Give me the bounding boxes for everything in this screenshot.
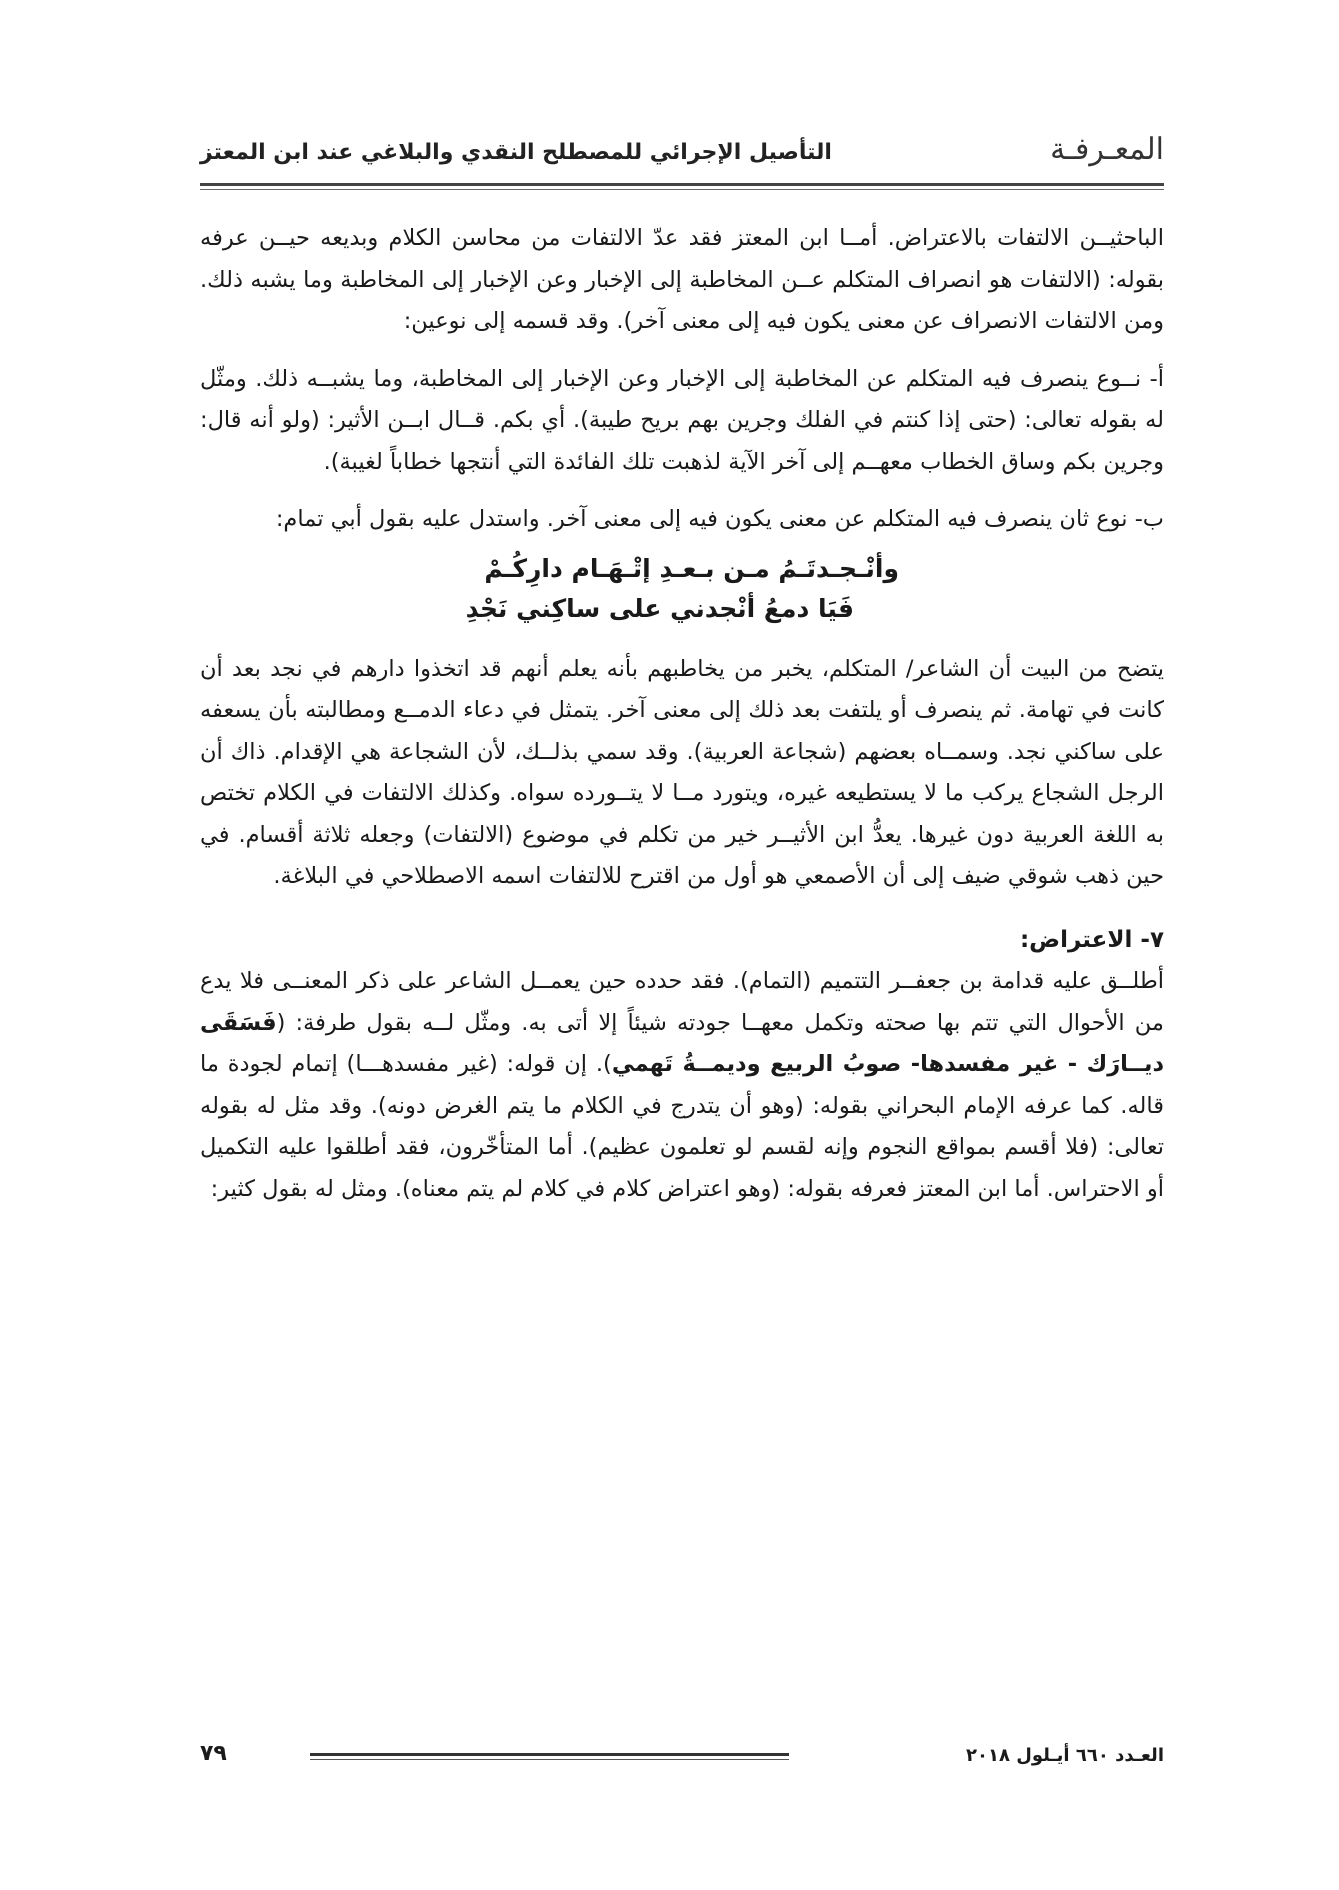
paragraph [200, 499, 1164, 541]
text-fragment: ). إن قوله: (غير [457, 1051, 612, 1077]
text-line: أ- نــوع ينصرف فيه المتكلم عن المخاطبة إلى الإخبار وعن الإخبار إلى المخاطبة، وما [373, 365, 1164, 392]
text-line: في نجد بعد أن كانت في تهامة. ثم ينصرف أو يلتفت بعد ذلك إلى معنى آخر. يتمثل في دعاء [200, 655, 1164, 723]
text-line: الباحثيــن الالتفات بالاعتراض. أمــا ابن المعتز فقد عدّ الالتفات من محاسن الكلام وبديعه [320, 225, 1165, 251]
quoted-verse: فَسَقَى ديــارَك - غير مفسدها- صوبُ الربيع وديمــةُ تَهمي [200, 1009, 1164, 1077]
text-line: مــا لا يتــورده سواه. وكذلك الالتفات في الكلام تختص به اللغة العربية دون غيرها. يعدُّ ابن [200, 780, 1164, 848]
journal-logo: المعـرفـة [1050, 132, 1164, 167]
section-heading: ٧- الاعتراض: [1019, 926, 1164, 953]
header-divider-thin [200, 189, 1164, 190]
text-line: الفائدة التي أنتجها خطاباً لغيبة). [323, 448, 615, 475]
text-line: الدمــع ومطالبته بأن يسعفه على ساكني نجد. وسمــاه بعضهم (شجاعة العربية). وقد سمي [200, 697, 1164, 765]
footer-divider [310, 1753, 789, 1756]
page-header [200, 130, 1164, 180]
paragraph [200, 961, 1164, 1210]
text-line: قــال ابــن الأثير: (ولو أنه قال: وجرين بكم وساق الخطاب معهــم إلى آخر الآية لذهبت تلك [200, 407, 1164, 475]
text-line: حيــن عرفه بقوله: (الالتفات هو انصراف المتكلم عــن المخاطبة إلى الإخبار وعن الإخبار [200, 225, 1164, 293]
text-line: إلى أن الأصمعي هو أول من اقترح للالتفات اسمه الاصطلاحي في البلاغة. [273, 863, 945, 889]
text-line: إلى المخاطبة وما يشبه ذلك. ومن الالتفات الانصراف عن معنى يكون فيه إلى معنى آخر). [200, 266, 1164, 334]
text-line: مفسدهـــا) إتمام لجودة ما قاله. كما عرفه الإمام البحراني بقوله: (وهو أن يتدرج في الكلام [200, 1051, 1164, 1119]
poem-hemistich-second: فَيَا دمعُ أنْجدني على ساكِني نَجْدِ [465, 593, 854, 623]
paragraph [200, 218, 1164, 343]
footer-divider-thin [310, 1759, 789, 1760]
running-title: التأصيل الإجرائي للمصطلح النقدي والبلاغي عند ابن المعتز [200, 140, 832, 165]
text-line: ب- نوع ثان ينصرف فيه المتكلم عن معنى يكون فيه إلى معنى آخر. واستدل عليه بقول أبي تمام: [275, 506, 1164, 532]
text-line: يتضح من البيت أن الشاعر/ المتكلم، يخبر من يخاطبهم بأنه يعلم أنهم قد اتخذوا دارهم [350, 655, 1165, 682]
page-footer [200, 1743, 1164, 1783]
text-line: يشبــه ذلك. ومثّل له بقوله تعالى: (حتى إذا كنتم في الفلك وجرين بهم بريح طيبة). أي بكم. [200, 365, 1164, 433]
page-number: ٧٩ [200, 1741, 227, 1766]
text-line: المعنــى فلا يدع من الأحوال التي تتم بها صحته وتكمل معهــا جودته شيئاً إلا أتى به. ومثّل [200, 968, 1164, 1036]
article-body [200, 218, 1164, 1210]
issue-info: العـدد ٦٦٠ أيـلول ٢٠١٨ [966, 1745, 1164, 1766]
poem-verse [200, 549, 1164, 629]
text-line: (وهو اعتراض كلام في كلام لم يتم معناه). ومثل له بقول كثير: [210, 1175, 781, 1202]
text-fragment: لــه بقول طرفة: ( [276, 1009, 455, 1036]
header-divider [200, 183, 1164, 186]
text-line: وقد قسمه إلى نوعين: [403, 308, 610, 334]
text-line: الأثيــر خير من تكلم في موضوع (الالتفات) وجعله ثلاثة أقسام. في حين ذهب شوقي ضيف [200, 821, 1164, 889]
paragraph [200, 359, 1164, 484]
poem-hemistich-first: وأنْـجـدتَـمُ مـن بـعـدِ إتْـهَـام دارِكُـمْ [484, 553, 899, 583]
text-line: عظيم). أما المتأخّرون، فقد أطلقوا عليه التكميل أو الاحتراس. أما ابن المعتز فعرفه بقوله: [200, 1134, 1164, 1202]
text-line: بذلــك، لأن الشجاعة هي الإقدام. ذاك أن الرجل الشجاع يركب ما لا يستطيعه غيره، ويتورد [200, 738, 1164, 806]
text-line: أطلــق عليه قدامة بن جعفــر التتميم (التمام). فقد حدده حين يعمــل الشاعر على ذكر [356, 968, 1164, 994]
paragraph [200, 649, 1164, 898]
text-line: ما يتم الغرض دونه). وقد مثل له بقوله تعالى: (فلا أقسم بمواقع النجوم وإنه لقسم لو تعلمون [200, 1092, 1165, 1160]
